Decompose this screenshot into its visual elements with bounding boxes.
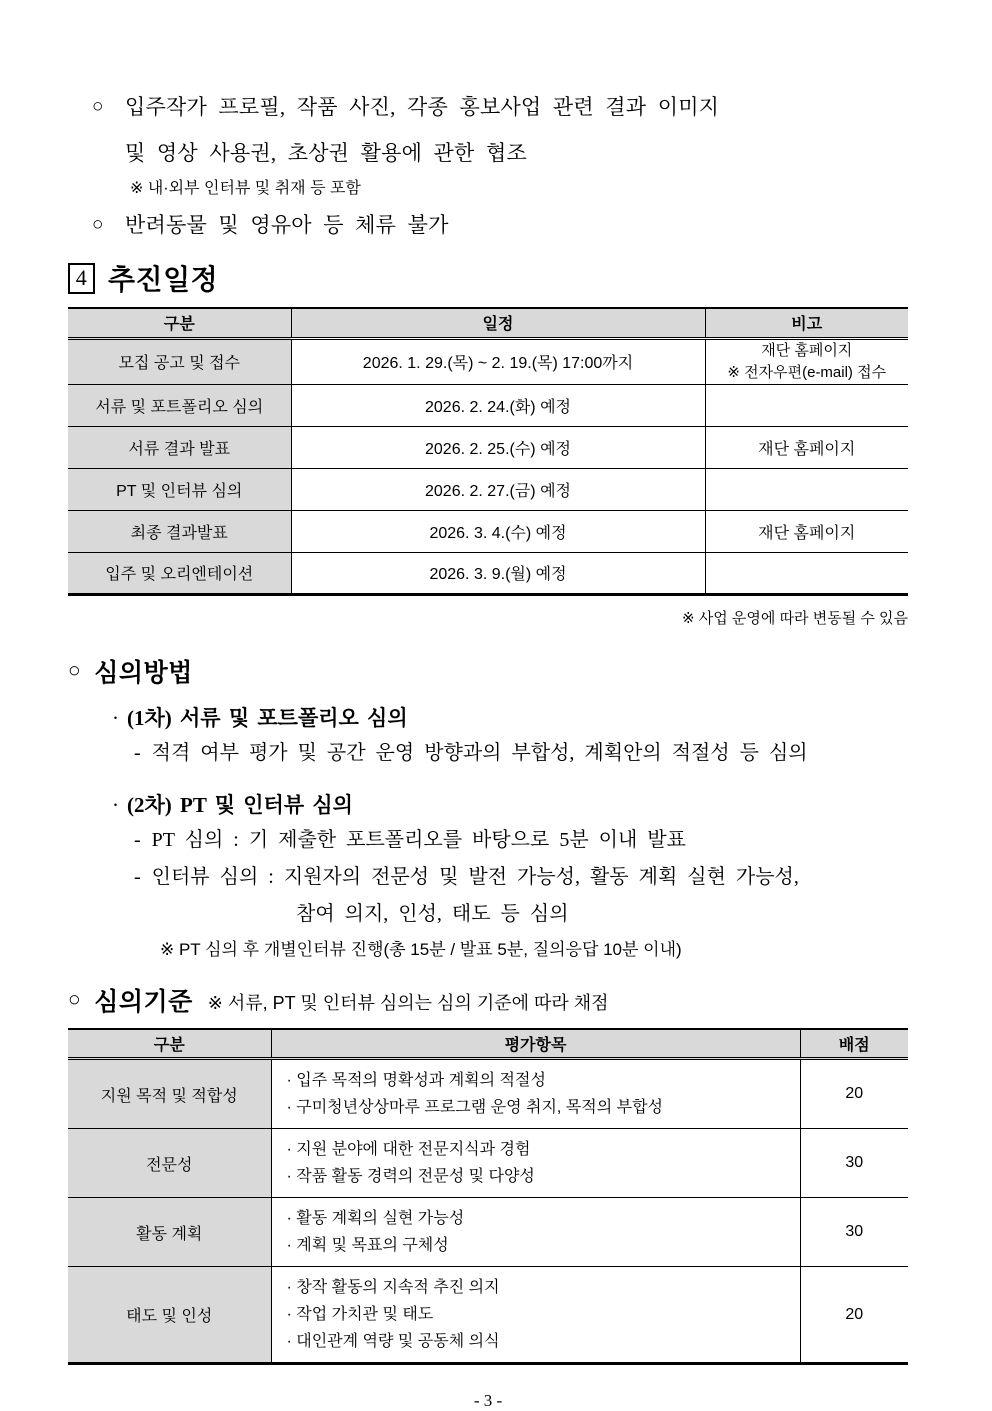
schedule-date-cell: 2026. 3. 9.(월) 예정 bbox=[291, 552, 705, 594]
schedule-note-cell: 재단 홈페이지 bbox=[705, 510, 908, 552]
round2-title-text: (2차) PT 및 인터뷰 심의 bbox=[127, 792, 353, 817]
criteria-item: · 대인관계 역량 및 공동체 의식 bbox=[286, 1333, 500, 1350]
criteria-table bbox=[68, 1028, 908, 1366]
dot-bullet-icon: · bbox=[112, 792, 119, 817]
schedule-category-cell: 서류 및 포트폴리오 심의 bbox=[68, 384, 291, 426]
round2-title bbox=[68, 788, 908, 822]
schedule-header-row bbox=[68, 308, 908, 338]
round1-item-text: 적격 여부 평가 및 공간 운영 방향과의 부합성, 계획안의 적절성 등 심의 bbox=[151, 741, 808, 764]
criteria-header-gubun: 구분 bbox=[68, 1029, 271, 1059]
schedule-category-cell: PT 및 인터뷰 심의 bbox=[68, 468, 291, 510]
schedule-row bbox=[68, 552, 908, 594]
review-criteria-heading bbox=[68, 980, 908, 1020]
criteria-row bbox=[68, 1198, 908, 1267]
criteria-category-cell: 전문성 bbox=[68, 1129, 271, 1198]
intro-bullet-1-line2: 및 영상 사용권, 초상권 활용에 관한 협조 bbox=[125, 141, 527, 165]
schedule-note-cell bbox=[705, 384, 908, 426]
round2-item-pt-text: PT 심의 : 기 제출한 포트폴리오를 바탕으로 5분 이내 발표 bbox=[151, 828, 686, 851]
schedule-row bbox=[68, 510, 908, 552]
schedule-note-cell bbox=[705, 552, 908, 594]
section-number-box: 4 bbox=[68, 263, 95, 294]
criteria-category-cell: 활동 계획 bbox=[68, 1198, 271, 1267]
dash-bullet-icon: - bbox=[134, 865, 141, 888]
section-4-title: 추진일정 bbox=[108, 264, 219, 295]
schedule-date-cell: 2026. 1. 29.(목) ~ 2. 19.(목) 17:00까지 bbox=[291, 338, 705, 384]
section-4-heading bbox=[68, 258, 908, 298]
criteria-item: · 지원 분야에 대한 전문지식과 경험 bbox=[286, 1141, 531, 1158]
circle-bullet-icon: ○ bbox=[92, 214, 104, 235]
intro-bullet-2 bbox=[68, 202, 908, 248]
dot-bullet-icon: · bbox=[112, 705, 119, 730]
schedule-header-bigo: 비고 bbox=[705, 308, 908, 338]
schedule-note-cell bbox=[705, 468, 908, 510]
schedule-category-cell: 입주 및 오리엔테이션 bbox=[68, 552, 291, 594]
criteria-row bbox=[68, 1059, 908, 1129]
review-method-note: ※ PT 심의 후 개별인터뷰 진행(총 15분 / 발표 5분, 질의응답 10분 이내) bbox=[160, 939, 682, 959]
criteria-row bbox=[68, 1267, 908, 1364]
round1-title bbox=[68, 701, 908, 735]
review-criteria-subtitle: ※ 서류, PT 및 인터뷰 심의는 심의 기준에 따라 채점 bbox=[207, 992, 609, 1013]
review-criteria-title: 심의기준 bbox=[94, 987, 193, 1016]
criteria-item: · 작업 가치관 및 태도 bbox=[286, 1306, 434, 1323]
schedule-category-cell: 모집 공고 및 접수 bbox=[68, 338, 291, 384]
criteria-item: · 구미청년상상마루 프로그램 운영 취지, 목적의 부합성 bbox=[286, 1099, 663, 1116]
schedule-row bbox=[68, 338, 908, 384]
review-method-heading bbox=[68, 652, 908, 690]
criteria-category-cell: 지원 목적 및 적합성 bbox=[68, 1059, 271, 1129]
intro-bullet-1 bbox=[68, 84, 908, 176]
criteria-row bbox=[68, 1129, 908, 1198]
dash-bullet-icon: - bbox=[134, 828, 141, 851]
round1-item bbox=[68, 735, 908, 772]
criteria-item: · 입주 목적의 명확성과 계획의 적절성 bbox=[286, 1072, 546, 1089]
criteria-items-cell bbox=[271, 1059, 800, 1129]
criteria-item: · 작품 활동 경력의 전문성 및 다양성 bbox=[286, 1168, 535, 1185]
schedule-note-line1: 재단 홈페이지 bbox=[761, 341, 853, 359]
criteria-category-cell: 태도 및 인성 bbox=[68, 1267, 271, 1364]
round2-item-pt bbox=[68, 822, 908, 859]
criteria-item: · 계획 및 목표의 구체성 bbox=[286, 1237, 449, 1254]
circle-bullet-icon: ○ bbox=[92, 96, 104, 117]
criteria-header-row bbox=[68, 1029, 908, 1059]
schedule-row bbox=[68, 426, 908, 468]
schedule-table-footnote: ※ 사업 운영에 따라 변동될 수 있음 bbox=[682, 609, 908, 627]
dash-bullet-icon: - bbox=[134, 741, 141, 764]
intro-bullet-1-text bbox=[125, 84, 908, 176]
schedule-date-cell: 2026. 2. 25.(수) 예정 bbox=[291, 426, 705, 468]
round1-title-text: (1차) 서류 및 포트폴리오 심의 bbox=[127, 705, 408, 730]
schedule-category-cell: 서류 결과 발표 bbox=[68, 426, 291, 468]
intro-bullet-1-note: ※ 내·외부 인터뷰 및 취재 등 포함 bbox=[130, 180, 361, 197]
schedule-row bbox=[68, 468, 908, 510]
criteria-items-cell bbox=[271, 1198, 800, 1267]
round2-item-interview-line2: 참여 의지, 인성, 태도 등 심의 bbox=[296, 902, 569, 925]
criteria-points-cell: 20 bbox=[800, 1267, 908, 1364]
schedule-date-cell: 2026. 2. 27.(금) 예정 bbox=[291, 468, 705, 510]
schedule-table bbox=[68, 307, 908, 596]
schedule-date-cell: 2026. 3. 4.(수) 예정 bbox=[291, 510, 705, 552]
schedule-note-line2: ※ 전자우편(e-mail) 접수 bbox=[727, 363, 887, 381]
criteria-item: · 창작 활동의 지속적 추진 의지 bbox=[286, 1279, 500, 1296]
schedule-category-cell: 최종 결과발표 bbox=[68, 510, 291, 552]
circle-bullet-icon: ○ bbox=[68, 658, 82, 682]
circle-bullet-icon: ○ bbox=[68, 987, 82, 1011]
round2-item-interview bbox=[68, 859, 908, 896]
schedule-note-cell bbox=[705, 338, 908, 384]
round2-item-interview-line1: 인터뷰 심의 : 지원자의 전문성 및 발전 가능성, 활동 계획 실현 가능성, bbox=[151, 865, 799, 888]
schedule-date-cell: 2026. 2. 24.(화) 예정 bbox=[291, 384, 705, 426]
criteria-header-items: 평가항목 bbox=[271, 1029, 800, 1059]
criteria-points-cell: 20 bbox=[800, 1059, 908, 1129]
schedule-row bbox=[68, 384, 908, 426]
intro-bullet-2-text: 반려동물 및 영유아 등 체류 불가 bbox=[125, 213, 449, 237]
criteria-header-points: 배점 bbox=[800, 1029, 908, 1059]
criteria-items-cell bbox=[271, 1129, 800, 1198]
intro-bullet-1-line1: 입주작가 프로필, 작품 사진, 각종 홍보사업 관련 결과 이미지 bbox=[125, 95, 720, 119]
review-method-title: 심의방법 bbox=[94, 658, 193, 687]
schedule-note-cell: 재단 홈페이지 bbox=[705, 426, 908, 468]
criteria-points-cell: 30 bbox=[800, 1129, 908, 1198]
criteria-item: · 활동 계획의 실현 가능성 bbox=[286, 1210, 465, 1227]
criteria-points-cell: 30 bbox=[800, 1198, 908, 1267]
page-number: - 3 - bbox=[473, 1391, 503, 1410]
schedule-header-iljeong: 일정 bbox=[291, 308, 705, 338]
criteria-items-cell bbox=[271, 1267, 800, 1364]
schedule-header-gubun: 구분 bbox=[68, 308, 291, 338]
